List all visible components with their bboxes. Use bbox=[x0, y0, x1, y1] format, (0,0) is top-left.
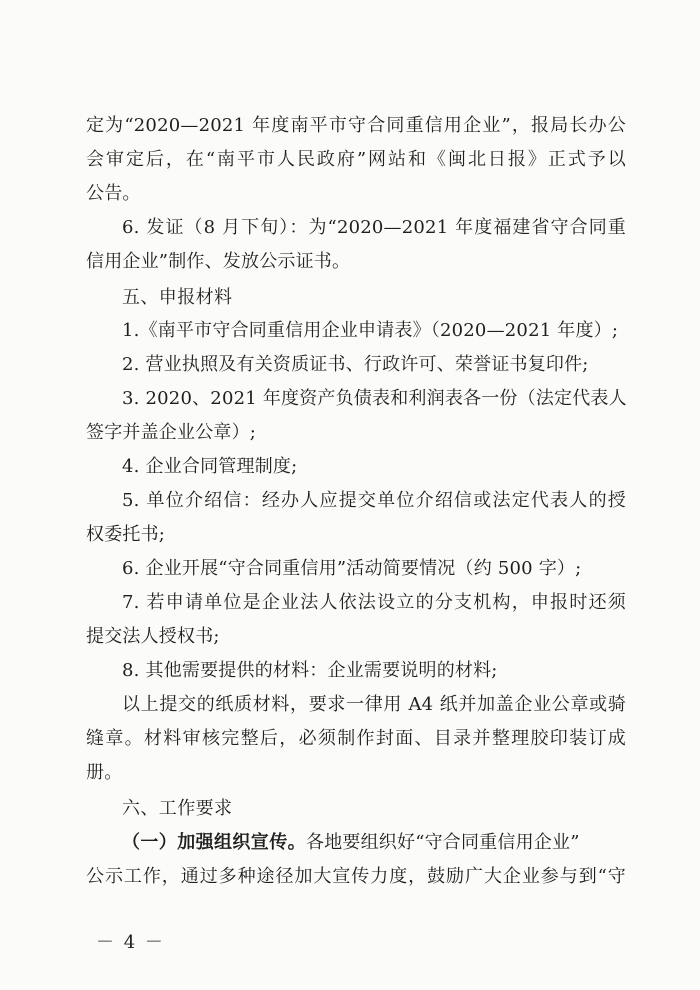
list-item: 1.《南平市守合同重信用企业申请表》（2020—2021 年度）; bbox=[122, 320, 619, 341]
list-item-text: 5. 单位介绍信：经办人应提交单位介绍信或法定代表人的授 bbox=[122, 490, 626, 511]
paragraph-line: 缝章。材料审核完整后，必须制作封面、目录并整理胶印装订成 bbox=[86, 728, 626, 749]
list-item: 6. 企业开展“守合同重信用”活动简要情况（约 500 字）; bbox=[122, 558, 582, 579]
list-item bbox=[0, 488, 700, 514]
paragraph-line: 定为“2020—2021 年度南平市守合同重信用企业”，报局长办公 bbox=[86, 115, 626, 136]
paragraph-text: 以上提交的纸质材料，要求一律用 A4 纸并加盖企业公章或骑 bbox=[122, 694, 626, 715]
list-item-text: 3. 2020、2021 年度资产负债表和利润表各一份（法定代表人 bbox=[122, 388, 627, 409]
list-item bbox=[0, 386, 700, 412]
list-item bbox=[0, 590, 700, 616]
list-item-text: 7. 若申请单位是企业法人依法设立的分支机构，申报时还须 bbox=[122, 592, 626, 613]
section-heading: 五、申报材料 bbox=[122, 287, 233, 308]
paragraph-line bbox=[0, 692, 700, 718]
section-heading: 六、工作要求 bbox=[122, 798, 233, 819]
list-item-continuation: 签字并盖企业公章）; bbox=[86, 422, 257, 443]
paragraph-line bbox=[0, 215, 700, 241]
subheading: （一）加强组织宣传。 bbox=[122, 832, 306, 853]
issue-certificate-line: 6. 发证（8 月下旬）：为“2020—2021 年度福建省守合同重 bbox=[122, 217, 626, 238]
paragraph-line: 会审定后，在“南平市人民政府”网站和《闽北日报》正式予以 bbox=[86, 149, 626, 170]
page-number: － 4 － bbox=[96, 932, 165, 953]
list-item: 8. 其他需要提供的材料：企业需要说明的材料; bbox=[122, 660, 498, 681]
list-item-continuation: 提交法人授权书; bbox=[86, 626, 220, 647]
paragraph-line: 公告。 bbox=[86, 183, 141, 204]
paragraph-text: 各地要组织好“守合同重信用企业” bbox=[306, 832, 580, 853]
paragraph-line: 册。 bbox=[86, 762, 123, 783]
list-item-continuation: 权委托书; bbox=[86, 524, 166, 545]
paragraph-line: 公示工作，通过多种途径加大宣传力度，鼓励广大企业参与到“守 bbox=[86, 866, 626, 887]
paragraph-line bbox=[0, 830, 700, 856]
paragraph-line: 信用企业”制作、发放公示证书。 bbox=[86, 251, 351, 272]
list-item: 4. 企业合同管理制度; bbox=[122, 456, 298, 477]
list-item: 2. 营业执照及有关资质证书、行政许可、荣誉证书复印件; bbox=[122, 354, 589, 375]
